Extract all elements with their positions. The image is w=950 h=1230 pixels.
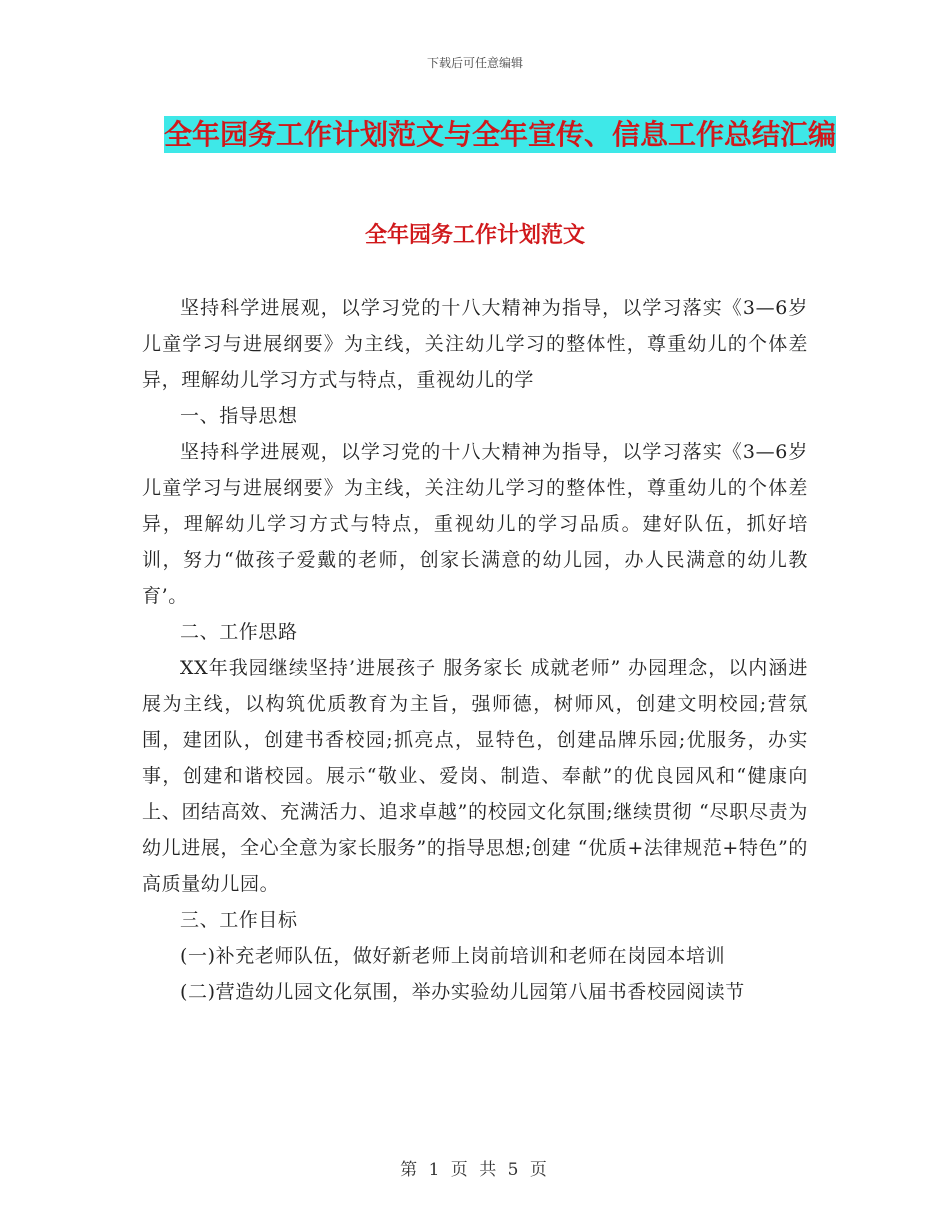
document-body (142, 290, 808, 1010)
document-title-text: 全年园务工作计划范文与全年宣传、信息工作总结汇编 (163, 118, 836, 151)
paragraph-guiding-ideology: 坚持科学进展观，以学习党的十八大精神为指导，以学习落实《3—6岁儿童学习与进展纲要》为主线，关注幼儿学习的整体性，尊重幼儿的个体差异，理解幼儿学习方式与特点，重视幼儿的学习品质。建好队伍，抓好培训，努力“做孩子爱戴的老师，创家长满意的幼儿园，办人民满意的幼儿教育’。 (142, 441, 808, 607)
heading-work-goals: 三、工作目标 (180, 909, 298, 931)
paragraph-work-approach: XX年我园继续坚持’进展孩子 服务家长 成就老师” 办园理念，以内涵进展为主线，以构筑优质教育为主旨，强师德，树师风，创建文明校园;营氛围，建团队，创建书香校园;抓亮点，显特色，创建品牌乐园;优服务，办实事，创建和谐校园。展示“敬业、爱岗、制造、奉献”的优良园风和“健康向上、团结高效、充满活力、追求卓越”的校园文化氛围;继续贯彻 “尽职尽责为幼儿进展，全心全意为家长服务”的指导思想;创建 “优质+法律规范+特色”的高质量幼儿园。 (142, 657, 808, 895)
goal-item-2: (二)营造幼儿园文化氛围，举办实验幼儿园第八届书香校园阅读节 (180, 981, 745, 1003)
goal-item-1: (一)补充老师队伍，做好新老师上岗前培训和老师在岗园本培训 (180, 945, 726, 967)
header-note: 下载后可任意编辑 (426, 56, 523, 70)
section-title: 全年园务工作计划范文 (364, 223, 585, 248)
paragraph-intro: 坚持科学进展观，以学习党的十八大精神为指导，以学习落实《3—6岁儿童学习与进展纲要》为主线，关注幼儿学习的整体性，尊重幼儿的个体差异，理解幼儿学习方式与特点，重视幼儿的学 (142, 297, 808, 391)
document-title (150, 112, 850, 158)
heading-work-approach: 二、工作思路 (180, 621, 298, 643)
heading-guiding-ideology: 一、指导思想 (180, 405, 298, 427)
page-number-footer: 第 1 页 共 5 页 (400, 1160, 550, 1180)
